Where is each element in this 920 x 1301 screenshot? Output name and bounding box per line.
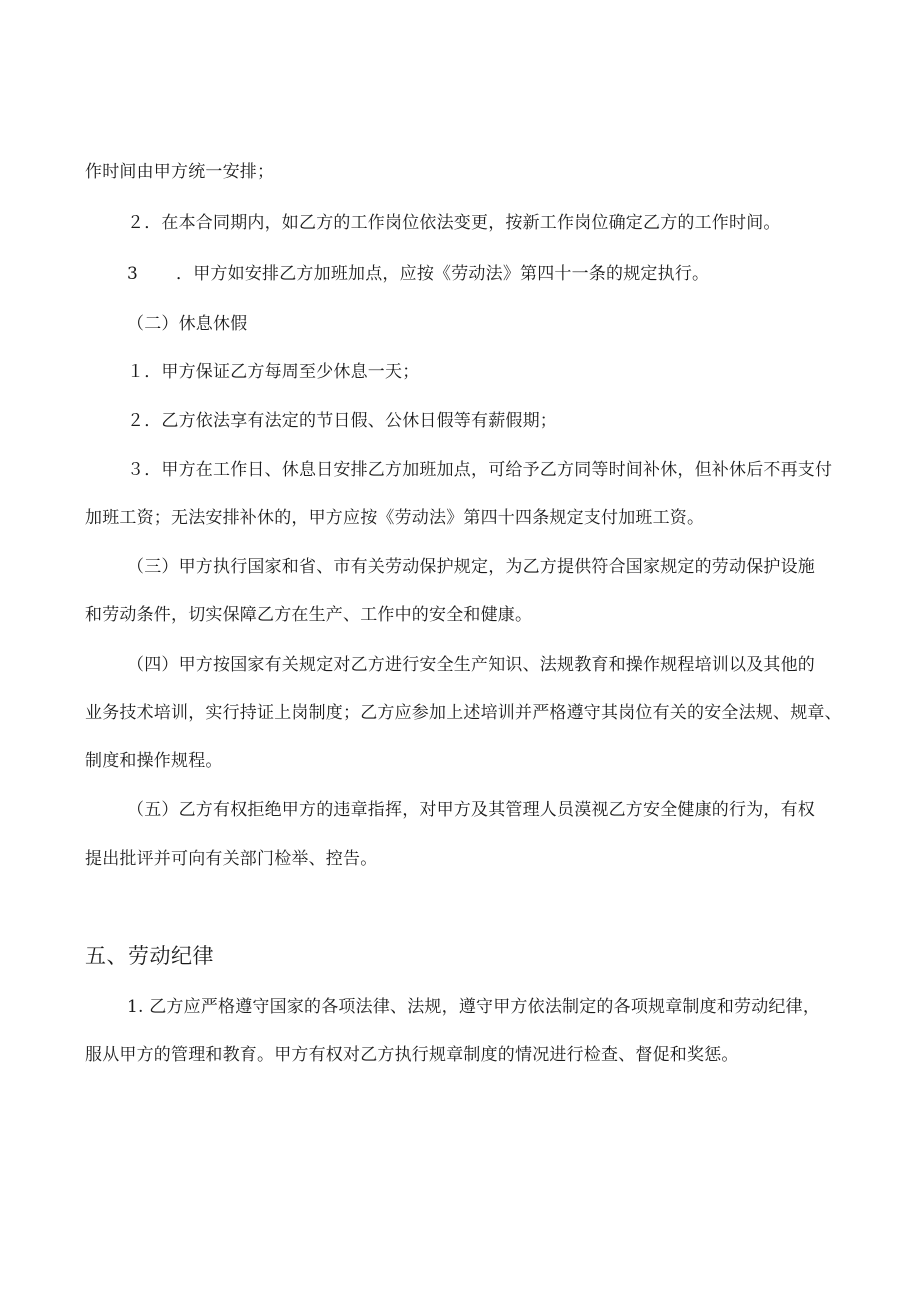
paragraph-line: （三）甲方执行国家和省、市有关劳动保护规定，为乙方提供符合国家规定的劳动保护设施 — [127, 557, 815, 577]
paragraph-line: 制度和操作规程。 — [85, 751, 223, 771]
item-text: ．甲方如安排乙方加班加点，应按《劳动法》第四十一条的规定执行。 — [176, 264, 710, 284]
paragraph-line: 1. 乙方应严格遵守国家的各项法律、法规，遵守甲方依法制定的各项规章制度和劳动纪律， — [127, 997, 821, 1017]
paragraph-line: ２．在本合同期内，如乙方的工作岗位依法变更，按新工作岗位确定乙方的工作时间。 — [127, 213, 781, 233]
paragraph-line: （四）甲方按国家有关规定对乙方进行安全生产知识、法规教育和操作规程培训以及其他的 — [127, 655, 815, 675]
paragraph-line: 和劳动条件，切实保障乙方在生产、工作中的安全和健康。 — [85, 605, 533, 625]
paragraph-line: ２．乙方依法享有法定的节日假、公休日假等有薪假期； — [127, 411, 557, 431]
subsection-title: （二）休息休假 — [127, 314, 248, 334]
paragraph-line: ３．甲方在工作日、休息日安排乙方加班加点，可给予乙方同等时间补休，但补休后不再支付 — [127, 460, 833, 480]
paragraph-line: １．甲方保证乙方每周至少休息一天； — [127, 362, 420, 382]
paragraph-line: 作时间由甲方统一安排； — [85, 162, 275, 182]
paragraph-line: 提出批评并可向有关部门检举、控告。 — [85, 849, 378, 869]
paragraph-line: 业务技术培训，实行持证上岗制度；乙方应参加上述培训并严格遵守其岗位有关的安全法规、规章、 — [85, 703, 842, 723]
paragraph-line: 服从甲方的管理和教育。甲方有权对乙方执行规章制度的情况进行检查、督促和奖惩。 — [85, 1045, 739, 1065]
paragraph-line-item-3 — [127, 262, 709, 286]
paragraph-line: （五）乙方有权拒绝甲方的违章指挥，对甲方及其管理人员漠视乙方安全健康的行为，有权 — [127, 800, 815, 820]
paragraph-line: 加班工资；无法安排补休的，甲方应按《劳动法》第四十四条规定支付加班工资。 — [85, 508, 705, 528]
item-number: 3 — [127, 264, 139, 284]
section-heading: 五、劳动纪律 — [85, 944, 214, 968]
